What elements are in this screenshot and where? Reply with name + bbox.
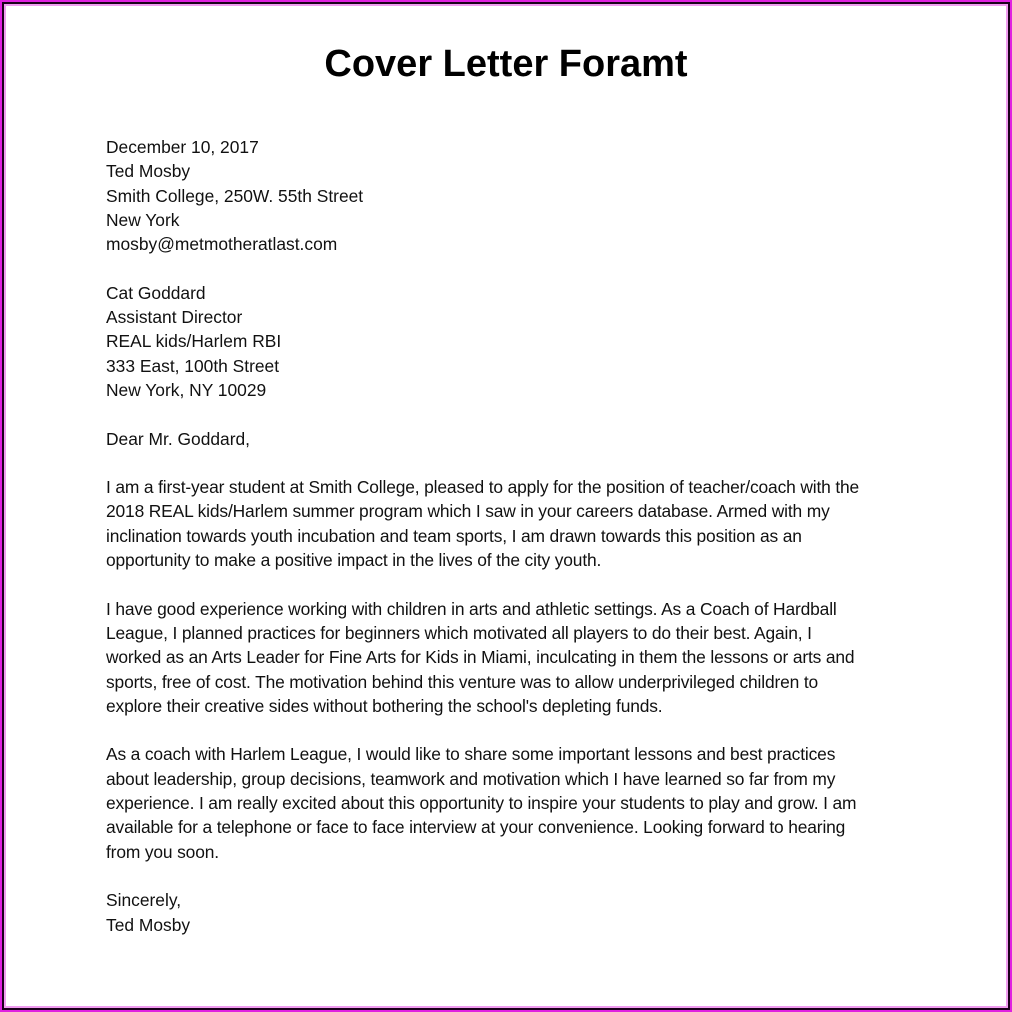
paragraph-line: explore their creative sides without bothering the school's depleting funds. (106, 695, 663, 716)
letter-date: December 10, 2017 (106, 137, 259, 157)
paragraph-line: about leadership, group decisions, teamwork and motivation which I have learned so far from my (106, 768, 836, 789)
paragraph-line: opportunity to make a positive impact in the lives of the city youth. (106, 550, 602, 571)
paragraph-line: available for a telephone or face to face interview at your convenience. Looking forward to hearing (106, 817, 846, 838)
recipient-name: Cat Goddard (106, 282, 206, 303)
paragraph-line: I have good experience working with children in arts and athletic settings. As a Coach of Hardball (106, 598, 837, 619)
paragraph-line: from you soon. (106, 841, 219, 862)
closing-text: Sincerely, (106, 890, 182, 911)
sender-address: Smith College, 250W. 55th Street (106, 185, 364, 206)
document-title: Cover Letter Foramt (324, 43, 688, 85)
paragraph-line: inclination towards youth incubation and team sports, I am drawn towards this position as an (106, 525, 802, 546)
paragraph-line: I am a first-year student at Smith College, pleased to apply for the position of teacher/coach with the (106, 477, 860, 498)
paragraph-line: As a coach with Harlem League, I would like to share some important lessons and best practices (106, 744, 836, 765)
sender-email: mosby@metmotheratlast.com (106, 234, 338, 255)
salutation (106, 427, 896, 451)
closing-block (106, 888, 896, 937)
paragraph-line: 2018 REAL kids/Harlem summer program which I saw in your careers database. Armed with my (106, 501, 830, 522)
paragraph-line: worked as an Arts Leader for Fine Arts for Kids in Miami, inculcating in them the lessons or arts and (106, 647, 855, 668)
paragraph-3 (106, 742, 896, 863)
signature-name: Ted Mosby (106, 914, 191, 935)
paragraph-line: League, I planned practices for beginners which motivated all players to do their best. Again, I (106, 622, 812, 643)
sender-block (106, 135, 896, 256)
paragraph-2 (106, 597, 896, 718)
recipient-title: Assistant Director (106, 307, 243, 328)
paragraph-1 (106, 475, 896, 572)
recipient-block (106, 281, 896, 402)
recipient-organization: REAL kids/Harlem RBI (106, 331, 282, 352)
sender-name: Ted Mosby (106, 161, 191, 182)
sender-city: New York (106, 209, 180, 230)
recipient-city-state-zip: New York, NY 10029 (106, 379, 267, 400)
paragraph-line: experience. I am really excited about this opportunity to inspire your students to play and grow. I am (106, 793, 857, 814)
recipient-street: 333 East, 100th Street (106, 355, 280, 376)
letter-body (106, 135, 896, 961)
paragraph-line: sports, free of cost. The motivation behind this venture was to allow underprivileged children to (106, 671, 819, 692)
salutation-text: Dear Mr. Goddard, (106, 428, 251, 449)
